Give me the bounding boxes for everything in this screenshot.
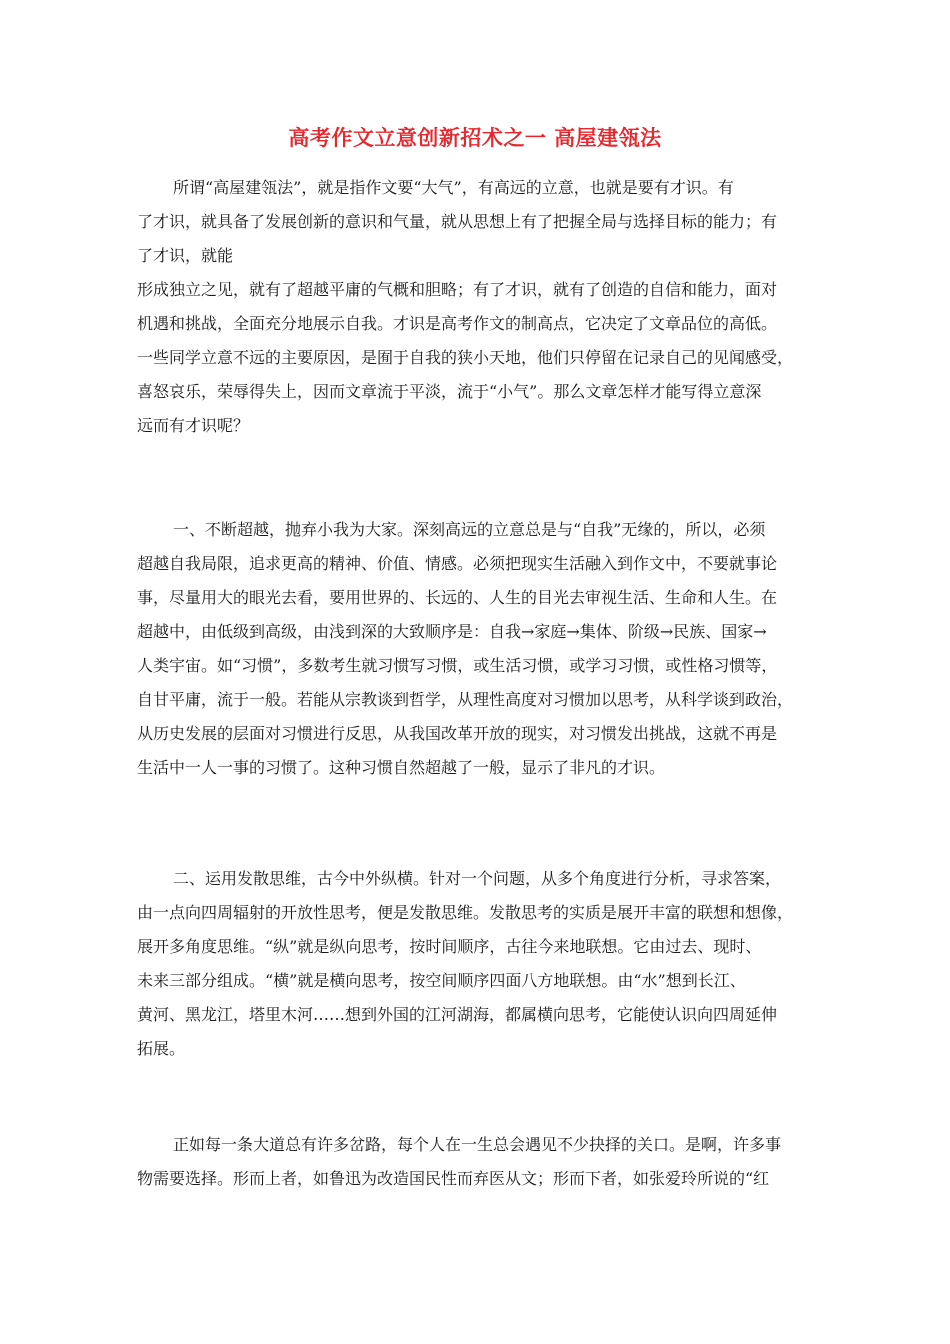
paragraph-intro <box>137 171 833 443</box>
paragraph-line: 事，尽量用大的眼光去看，要用世界的、长远的、人生的目光去审视生活、生命和人生。在 <box>137 588 778 607</box>
paragraph-line: 二、运用发散思维，古今中外纵横。针对一个问题，从多个角度进行分析，寻求答案， <box>173 869 782 888</box>
paragraph-line: 展开多角度思维。“纵”就是纵向思考，按时间顺序，古往今来地联想。它由过去、现时、 <box>137 937 762 956</box>
paragraph-line: 一些同学立意不远的主要原因，是囿于自我的狭小天地，他们只停留在记录自己的见闻感受， <box>137 348 794 367</box>
paragraph-section-two <box>137 862 833 1066</box>
paragraph-line: 形成独立之见，就有了超越平庸的气概和胆略；有了才识，就有了创造的自信和能力，面对 <box>137 280 778 299</box>
paragraph-line: 一、不断超越，抛弃小我为大家。深刻高远的立意总是与“自我”无缘的，所以，必须 <box>173 520 766 539</box>
paragraph-line: 自甘平庸，流于一般。若能从宗教谈到哲学，从理性高度对习惯加以思考，从科学谈到政治， <box>137 690 794 709</box>
paragraph-line: 了才识，就具备了发展创新的意识和气量，就从思想上有了把握全局与选择目标的能力；有 <box>137 212 778 231</box>
paragraph-line: 从历史发展的层面对习惯进行反思，从我国改革开放的现实，对习惯发出挑战，这就不再是 <box>137 724 778 743</box>
paragraph-line: 未来三部分组成。“横”就是横向思考，按空间顺序四面八方地联想。由“水”想到长江、 <box>137 971 746 990</box>
paragraph-line: 人类宇宙。如“习惯”，多数考生就习惯写习惯，或生活习惯，或学习习惯，或性格习惯等， <box>137 656 778 675</box>
paragraph-line: 由一点向四周辐射的开放性思考，便是发散思维。发散思考的实质是展开丰富的联想和想像， <box>137 903 794 922</box>
paragraph-line: 物需要选择。形而上者，如鲁迅为改造国民性而弃医从文；形而下者，如张爱玲所说的“红 <box>137 1169 770 1188</box>
paragraph-section-one <box>137 513 833 785</box>
paragraph-closing <box>137 1128 833 1196</box>
paragraph-line: 远而有才识呢？ <box>137 416 250 435</box>
paragraph-line: 机遇和挑战，全面充分地展示自我。才识是高考作文的制高点，它决定了文章品位的高低。 <box>137 314 778 333</box>
document-title: 高考作文立意创新招术之一 高屋建瓴法 <box>288 126 662 150</box>
paragraph-line: 正如每一条大道总有许多岔路，每个人在一生总会遇见不少抉择的关口。是啊，许多事 <box>173 1135 782 1154</box>
paragraph-line: 所谓“高屋建瓴法”，就是指作文要“大气”，有高远的立意，也就是要有才识。有 <box>173 178 734 197</box>
paragraph-line: 拓展。 <box>137 1039 186 1058</box>
paragraph-line: 超越中，由低级到高级，由浅到深的大致顺序是：自我→家庭→集体、阶级→民族、国家→ <box>137 622 767 641</box>
paragraph-line: 超越自我局限，追求更高的精神、价值、情感。必须把现实生活融入到作文中，不要就事论 <box>137 554 778 573</box>
paragraph-line: 了才识，就能 <box>137 246 234 265</box>
paragraph-line: 黄河、黑龙江，塔里木河……想到外国的江河湖海，都属横向思考，它能使认识向四周延伸 <box>137 1005 778 1024</box>
paragraph-line: 喜怒哀乐，荣辱得失上，因而文章流于平淡，流于“小气”。那么文章怎样才能写得立意深 <box>137 382 762 401</box>
paragraph-line: 生活中一人一事的习惯了。这种习惯自然超越了一般，显示了非凡的才识。 <box>137 758 666 777</box>
